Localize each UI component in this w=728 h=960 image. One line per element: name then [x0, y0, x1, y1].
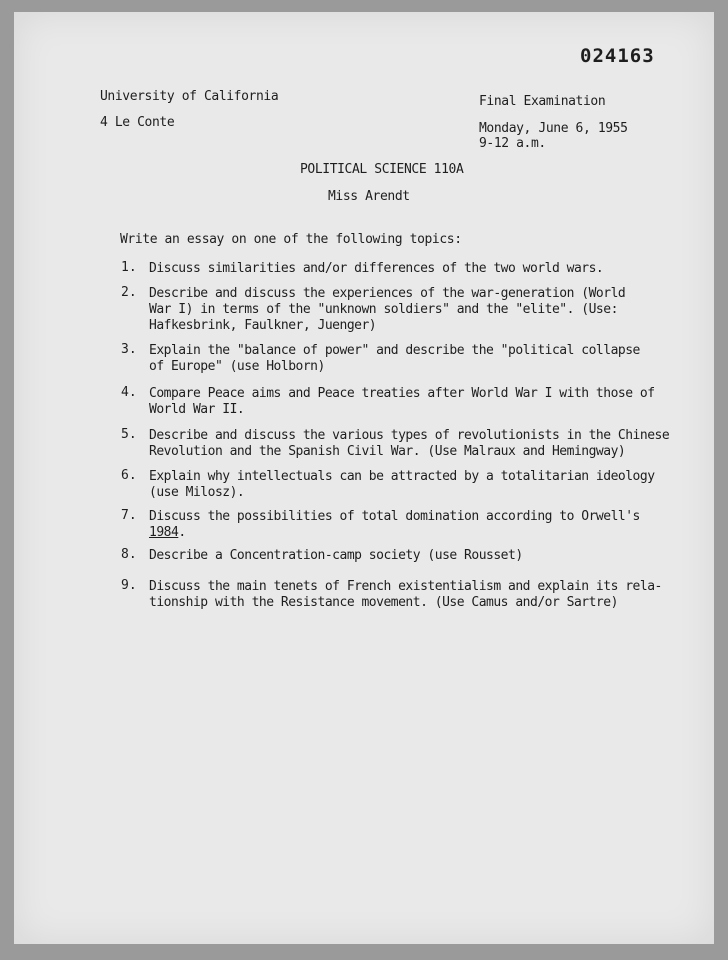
- document-page: [14, 12, 714, 944]
- topic-line: tionship with the Resistance movement. (Use Camus and/or Sartre): [149, 595, 618, 610]
- topic-number: 9.: [121, 578, 137, 593]
- instructor: Miss Arendt: [328, 189, 410, 204]
- topic-line-book: [149, 525, 640, 541]
- topic-7: [149, 509, 640, 541]
- book-suffix: .: [178, 525, 186, 540]
- topic-number: 2.: [121, 285, 137, 300]
- topic-line: Discuss similarities and/or differences of the two world wars.: [149, 261, 604, 276]
- instruction: Write an essay on one of the following topics:: [120, 232, 462, 247]
- topic-2: [149, 286, 625, 334]
- topic-8: [149, 548, 523, 564]
- exam-time: 9-12 a.m.: [479, 136, 546, 151]
- topic-number: 3.: [121, 342, 137, 357]
- topic-number: 4.: [121, 385, 137, 400]
- topic-number: 5.: [121, 427, 137, 442]
- document-number: 024163: [580, 45, 655, 67]
- topic-number: 7.: [121, 508, 137, 523]
- room: 4 Le Conte: [100, 115, 175, 130]
- topic-line: Discuss the main tenets of French existentialism and explain its rela-: [149, 579, 662, 594]
- topic-line: Compare Peace aims and Peace treaties after World War I with those of: [149, 386, 655, 401]
- topic-6: [149, 469, 655, 501]
- book-title: 1984: [149, 525, 179, 540]
- topic-line: Describe a Concentration-camp society (use Rousset): [149, 548, 523, 563]
- institution: University of California: [100, 89, 279, 104]
- topic-line: (use Milosz).: [149, 485, 245, 500]
- topic-5: [149, 428, 669, 460]
- topic-4: [149, 386, 655, 418]
- topic-line: of Europe" (use Holborn): [149, 359, 325, 374]
- topic-line: Hafkesbrink, Faulkner, Juenger): [149, 318, 377, 333]
- topic-number: 6.: [121, 468, 137, 483]
- topic-line: Describe and discuss the experiences of the war-generation (World: [149, 286, 626, 301]
- topic-line: Explain why intellectuals can be attracted by a totalitarian ideology: [149, 469, 655, 484]
- topic-line: World War II.: [149, 402, 245, 417]
- exam-type: Final Examination: [479, 94, 606, 109]
- topic-9: [149, 579, 662, 611]
- topic-1: [149, 261, 603, 277]
- topic-number: 1.: [121, 260, 137, 275]
- topic-line: Revolution and the Spanish Civil War. (Use Malraux and Hemingway): [149, 444, 626, 459]
- topic-line: War I) in terms of the "unknown soldiers" and the "elite". (Use:: [149, 302, 618, 317]
- topic-3: [149, 343, 640, 375]
- topic-number: 8.: [121, 547, 137, 562]
- course-title: POLITICAL SCIENCE 110A: [300, 162, 464, 177]
- topic-line: Discuss the possibilities of total domination according to Orwell's: [149, 509, 640, 524]
- exam-date: Monday, June 6, 1955: [479, 121, 628, 136]
- topic-line: Explain the "balance of power" and describe the "political collapse: [149, 343, 640, 358]
- topic-line: Describe and discuss the various types of revolutionists in the Chinese: [149, 428, 670, 443]
